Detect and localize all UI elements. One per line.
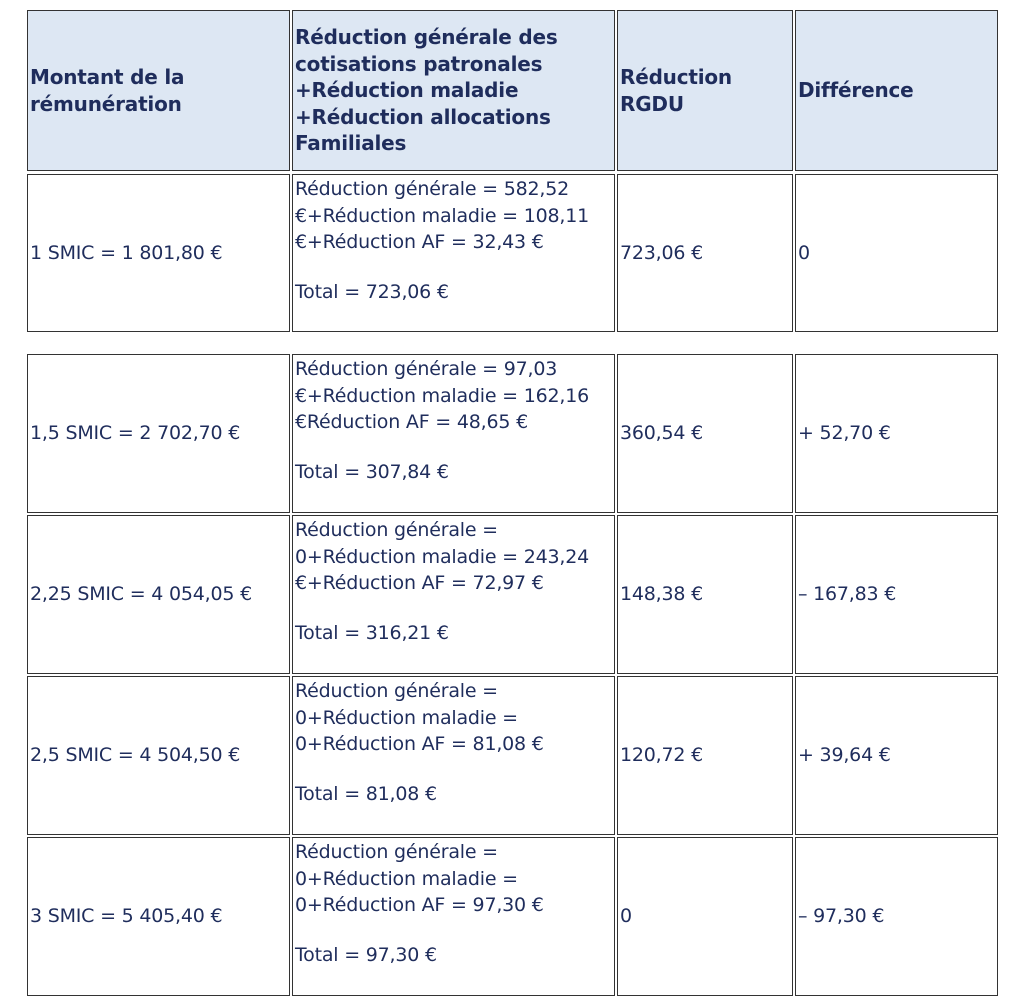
detail-cell xyxy=(292,676,615,835)
header-amount-line: rémunération xyxy=(30,91,182,116)
header-amount-line: Montant de la xyxy=(30,65,185,89)
amount-text: 2,5 SMIC = 4 504,50 € xyxy=(30,744,241,767)
difference-cell xyxy=(795,515,998,674)
detail-line: 0+Réduction AF = 97,30 € xyxy=(295,894,544,916)
detail-total: Total = 723,06 € xyxy=(295,280,449,303)
detail-line: 0+Réduction maladie = 243,24 xyxy=(295,545,590,568)
difference-text: + 39,64 € xyxy=(798,744,891,767)
detail-cell xyxy=(292,174,615,332)
detail-cell xyxy=(292,837,615,996)
detail-line: Réduction générale = xyxy=(295,841,498,863)
rgdu-text: 723,06 € xyxy=(620,241,704,264)
detail-total: Total = 316,21 € xyxy=(295,621,449,644)
rgdu-text: 360,54 € xyxy=(620,422,704,445)
detail-cell xyxy=(292,354,615,513)
detail-line: €+Réduction AF = 72,97 € xyxy=(295,572,544,594)
detail-cell xyxy=(292,515,615,674)
rgdu-text: 0 xyxy=(620,905,632,928)
difference-text: + 52,70 € xyxy=(798,422,891,445)
detail-total: Total = 81,08 € xyxy=(295,782,437,805)
detail-line: Réduction générale = 582,52 xyxy=(295,178,570,200)
rgdu-text: 148,38 € xyxy=(620,583,704,606)
detail-line: Réduction générale = xyxy=(295,680,498,702)
header-rgdu xyxy=(617,10,793,171)
rgdu-cell xyxy=(617,676,793,835)
rgdu-cell xyxy=(617,354,793,513)
detail-line: €+Réduction AF = 32,43 € xyxy=(295,231,544,253)
difference-text: – 97,30 € xyxy=(798,905,885,928)
header-reductions-line: Réduction générale des xyxy=(295,25,558,50)
amount-cell xyxy=(27,354,290,513)
header-amount xyxy=(27,10,290,171)
difference-text: 0 xyxy=(798,241,810,264)
amount-text: 1,5 SMIC = 2 702,70 € xyxy=(30,422,241,445)
header-reductions-line: +Réduction allocations xyxy=(295,104,551,129)
detail-line: €Réduction AF = 48,65 € xyxy=(295,411,528,433)
header-difference-line: Différence xyxy=(798,78,914,103)
amount-text: 2,25 SMIC = 4 054,05 € xyxy=(30,583,253,606)
difference-cell xyxy=(795,354,998,513)
header-reductions-line: cotisations patronales xyxy=(295,51,543,76)
difference-cell xyxy=(795,174,998,332)
header-reductions xyxy=(292,10,615,171)
detail-line: €+Réduction maladie = 108,11 xyxy=(295,204,590,227)
detail-line: €+Réduction maladie = 162,16 xyxy=(295,384,590,407)
amount-cell xyxy=(27,837,290,996)
amount-cell xyxy=(27,174,290,332)
header-reductions-line: Familiales xyxy=(295,131,407,156)
amount-text: 3 SMIC = 5 405,40 € xyxy=(30,905,223,928)
header-rgdu-line: RGDU xyxy=(620,91,684,116)
detail-line: 0+Réduction maladie = xyxy=(295,867,518,890)
header-rgdu-line: Réduction xyxy=(620,65,732,89)
detail-line: 0+Réduction maladie = xyxy=(295,706,518,729)
amount-cell xyxy=(27,676,290,835)
amount-cell xyxy=(27,515,290,674)
rgdu-cell xyxy=(617,515,793,674)
header-reductions-line: +Réduction maladie xyxy=(295,78,519,103)
header-difference xyxy=(795,10,998,171)
detail-line: Réduction générale = 97,03 xyxy=(295,358,558,380)
detail-line: Réduction générale = xyxy=(295,519,498,541)
rgdu-cell xyxy=(617,837,793,996)
detail-total: Total = 307,84 € xyxy=(295,460,449,483)
rgdu-text: 120,72 € xyxy=(620,744,704,767)
difference-cell xyxy=(795,837,998,996)
difference-cell xyxy=(795,676,998,835)
rgdu-cell xyxy=(617,174,793,332)
difference-text: – 167,83 € xyxy=(798,583,897,606)
detail-total: Total = 97,30 € xyxy=(295,943,437,966)
amount-text: 1 SMIC = 1 801,80 € xyxy=(30,241,223,264)
detail-line: 0+Réduction AF = 81,08 € xyxy=(295,733,544,755)
